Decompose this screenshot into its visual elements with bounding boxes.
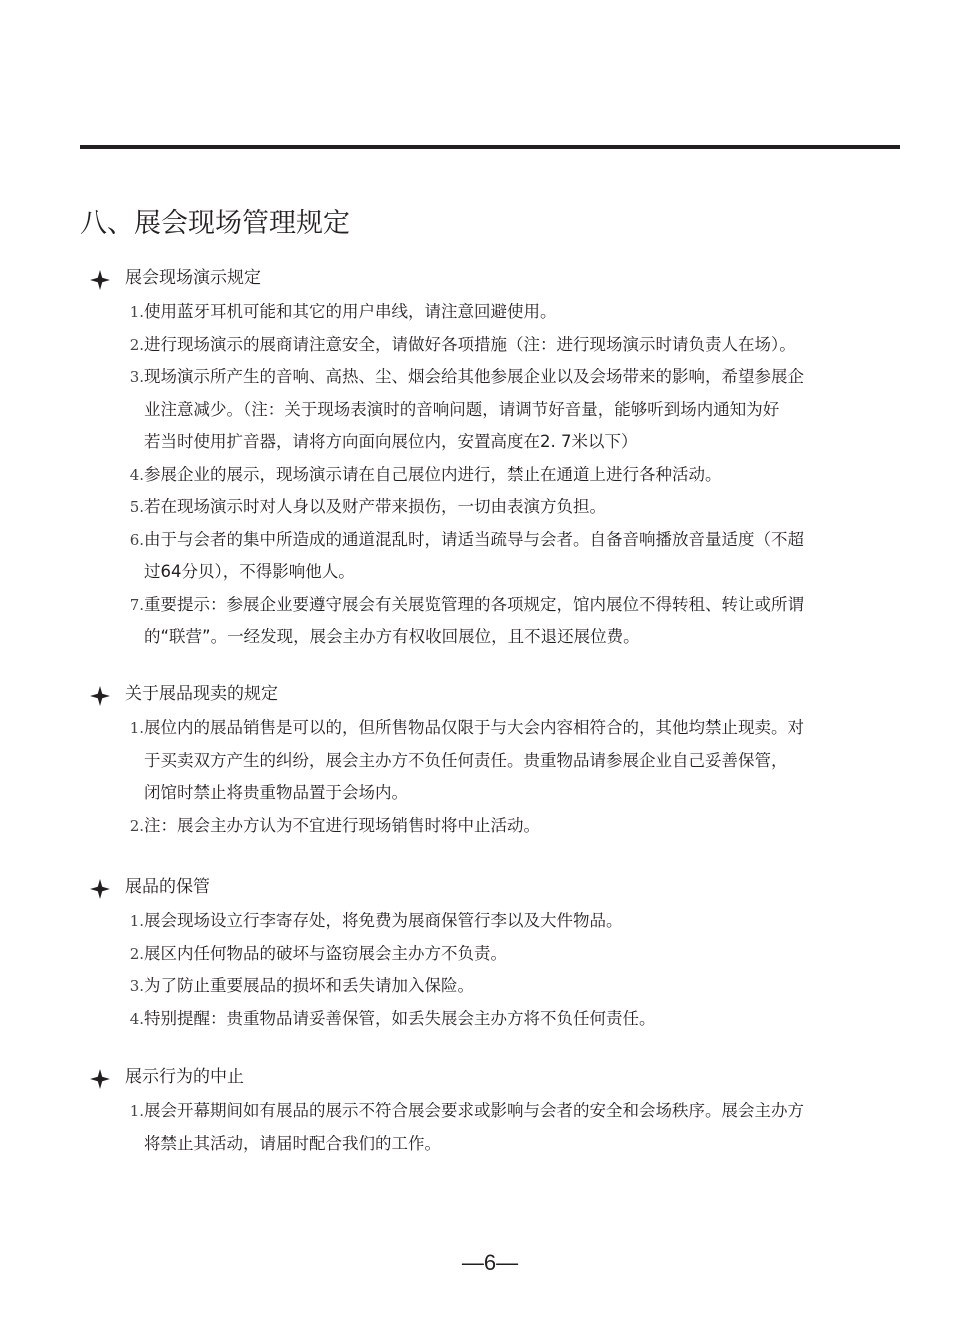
item-text: 重要提示：参展企业要遵守展会有关展览管理的各项规定，馆内展位不得转租、转让或所谓 的“联营”。一经发现，展会主办方有权收回展位，且不退还展位费。 bbox=[144, 594, 804, 646]
list-item bbox=[90, 296, 920, 329]
item-list bbox=[90, 712, 920, 842]
list-item bbox=[90, 970, 920, 1003]
item-number: 5. bbox=[129, 498, 144, 516]
item-number: 1. bbox=[129, 719, 144, 737]
section-demo-rules bbox=[90, 264, 920, 654]
item-text: 进行现场演示的展商请注意安全，请做好各项措施（注：进行现场演示时请负责人在场）。 bbox=[144, 334, 796, 354]
section-title: 展品的保管 bbox=[125, 877, 210, 897]
item-text: 现场演示所产生的音响、高热、尘、烟会给其他参展企业以及会场带来的影响，希望参展企 业注意减少。（注：关于现场表演时的音响问题，请调节好音量，能够听到场内通知为好 若当时使用扩音器，请将方向面向展位内，安置高度在2. 7米以下） bbox=[144, 367, 804, 451]
list-item bbox=[90, 905, 920, 938]
item-number: 2. bbox=[129, 335, 144, 354]
item-number: 4. bbox=[129, 465, 144, 484]
item-number: 1. bbox=[129, 912, 144, 930]
section-title: 展示行为的中止 bbox=[125, 1067, 244, 1087]
item-number: 3. bbox=[129, 368, 144, 386]
item-number: 3. bbox=[129, 977, 144, 995]
list-item bbox=[90, 524, 920, 589]
four-point-star-icon bbox=[90, 1069, 110, 1089]
item-number: 1. bbox=[129, 1102, 144, 1120]
item-number: 2. bbox=[129, 944, 144, 963]
item-text: 展区内任何物品的破坏与盗窃展会主办方不负责。 bbox=[144, 943, 507, 963]
list-item bbox=[90, 361, 920, 459]
item-text: 参展企业的展示，现场演示请在自己展位内进行，禁止在通道上进行各种活动。 bbox=[144, 464, 722, 484]
list-item bbox=[90, 491, 920, 524]
item-list bbox=[90, 905, 920, 1035]
item-text: 为了防止重要展品的损坏和丢失请加入保险。 bbox=[144, 976, 474, 995]
page-number: —6— bbox=[461, 1250, 519, 1275]
item-text: 由于与会者的集中所造成的通道混乱时，请适当疏导与会者。自备音响播放音量适度（不超 过64分贝），不得影响他人。 bbox=[144, 529, 804, 581]
item-text: 展会开幕期间如有展品的展示不符合展会要求或影响与会者的安全和会场秩序。展会主办方 将禁止其活动，请届时配合我们的工作。 bbox=[144, 1101, 804, 1153]
section-header bbox=[90, 1063, 920, 1091]
list-item bbox=[90, 459, 920, 492]
list-item bbox=[90, 589, 920, 654]
item-text: 展位内的展品销售是可以的，但所售物品仅限于与大会内容相符合的，其他均禁止现卖。对 于买卖双方产生的纠纷，展会主办方不负任何责任。贵重物品请参展企业自己妥善保管， 闭馆时禁止将贵重物品置于会场内。 bbox=[144, 718, 804, 802]
list-item bbox=[90, 712, 920, 810]
section-title: 关于展品现卖的规定 bbox=[125, 684, 278, 704]
list-item bbox=[90, 1003, 920, 1036]
list-item bbox=[90, 329, 920, 362]
four-point-star-icon bbox=[90, 686, 110, 706]
section-header bbox=[90, 264, 920, 292]
section-display-suspension bbox=[90, 1063, 920, 1160]
page-title: 八、展会现场管理规定 bbox=[80, 208, 350, 239]
item-number: 6. bbox=[129, 530, 144, 549]
section-title: 展会现场演示规定 bbox=[125, 268, 261, 288]
item-number: 7. bbox=[129, 595, 144, 614]
item-list bbox=[90, 296, 920, 654]
top-rule bbox=[80, 145, 900, 149]
item-text: 展会现场设立行李寄存处，将免费为展商保管行李以及大件物品。 bbox=[144, 911, 623, 930]
four-point-star-icon bbox=[90, 879, 110, 899]
item-list bbox=[90, 1095, 920, 1160]
item-number: 2. bbox=[129, 816, 144, 835]
section-header bbox=[90, 873, 920, 901]
item-number: 4. bbox=[129, 1009, 144, 1028]
section-exhibit-sales bbox=[90, 680, 920, 842]
four-point-star-icon bbox=[90, 270, 110, 290]
list-item bbox=[90, 1095, 920, 1160]
item-text: 注：展会主办方认为不宜进行现场销售时将中止活动。 bbox=[144, 815, 540, 835]
list-item bbox=[90, 938, 920, 971]
item-number: 1. bbox=[129, 303, 144, 321]
section-header bbox=[90, 680, 920, 708]
item-text: 若在现场演示时对人身以及财产带来损伤，一切由表演方负担。 bbox=[144, 497, 606, 516]
item-text: 特别提醒：贵重物品请妥善保管，如丢失展会主办方将不负任何责任。 bbox=[144, 1008, 656, 1028]
list-item bbox=[90, 810, 920, 843]
item-text: 使用蓝牙耳机可能和其它的用户串线，请注意回避使用。 bbox=[144, 302, 557, 321]
section-exhibit-storage bbox=[90, 873, 920, 1035]
